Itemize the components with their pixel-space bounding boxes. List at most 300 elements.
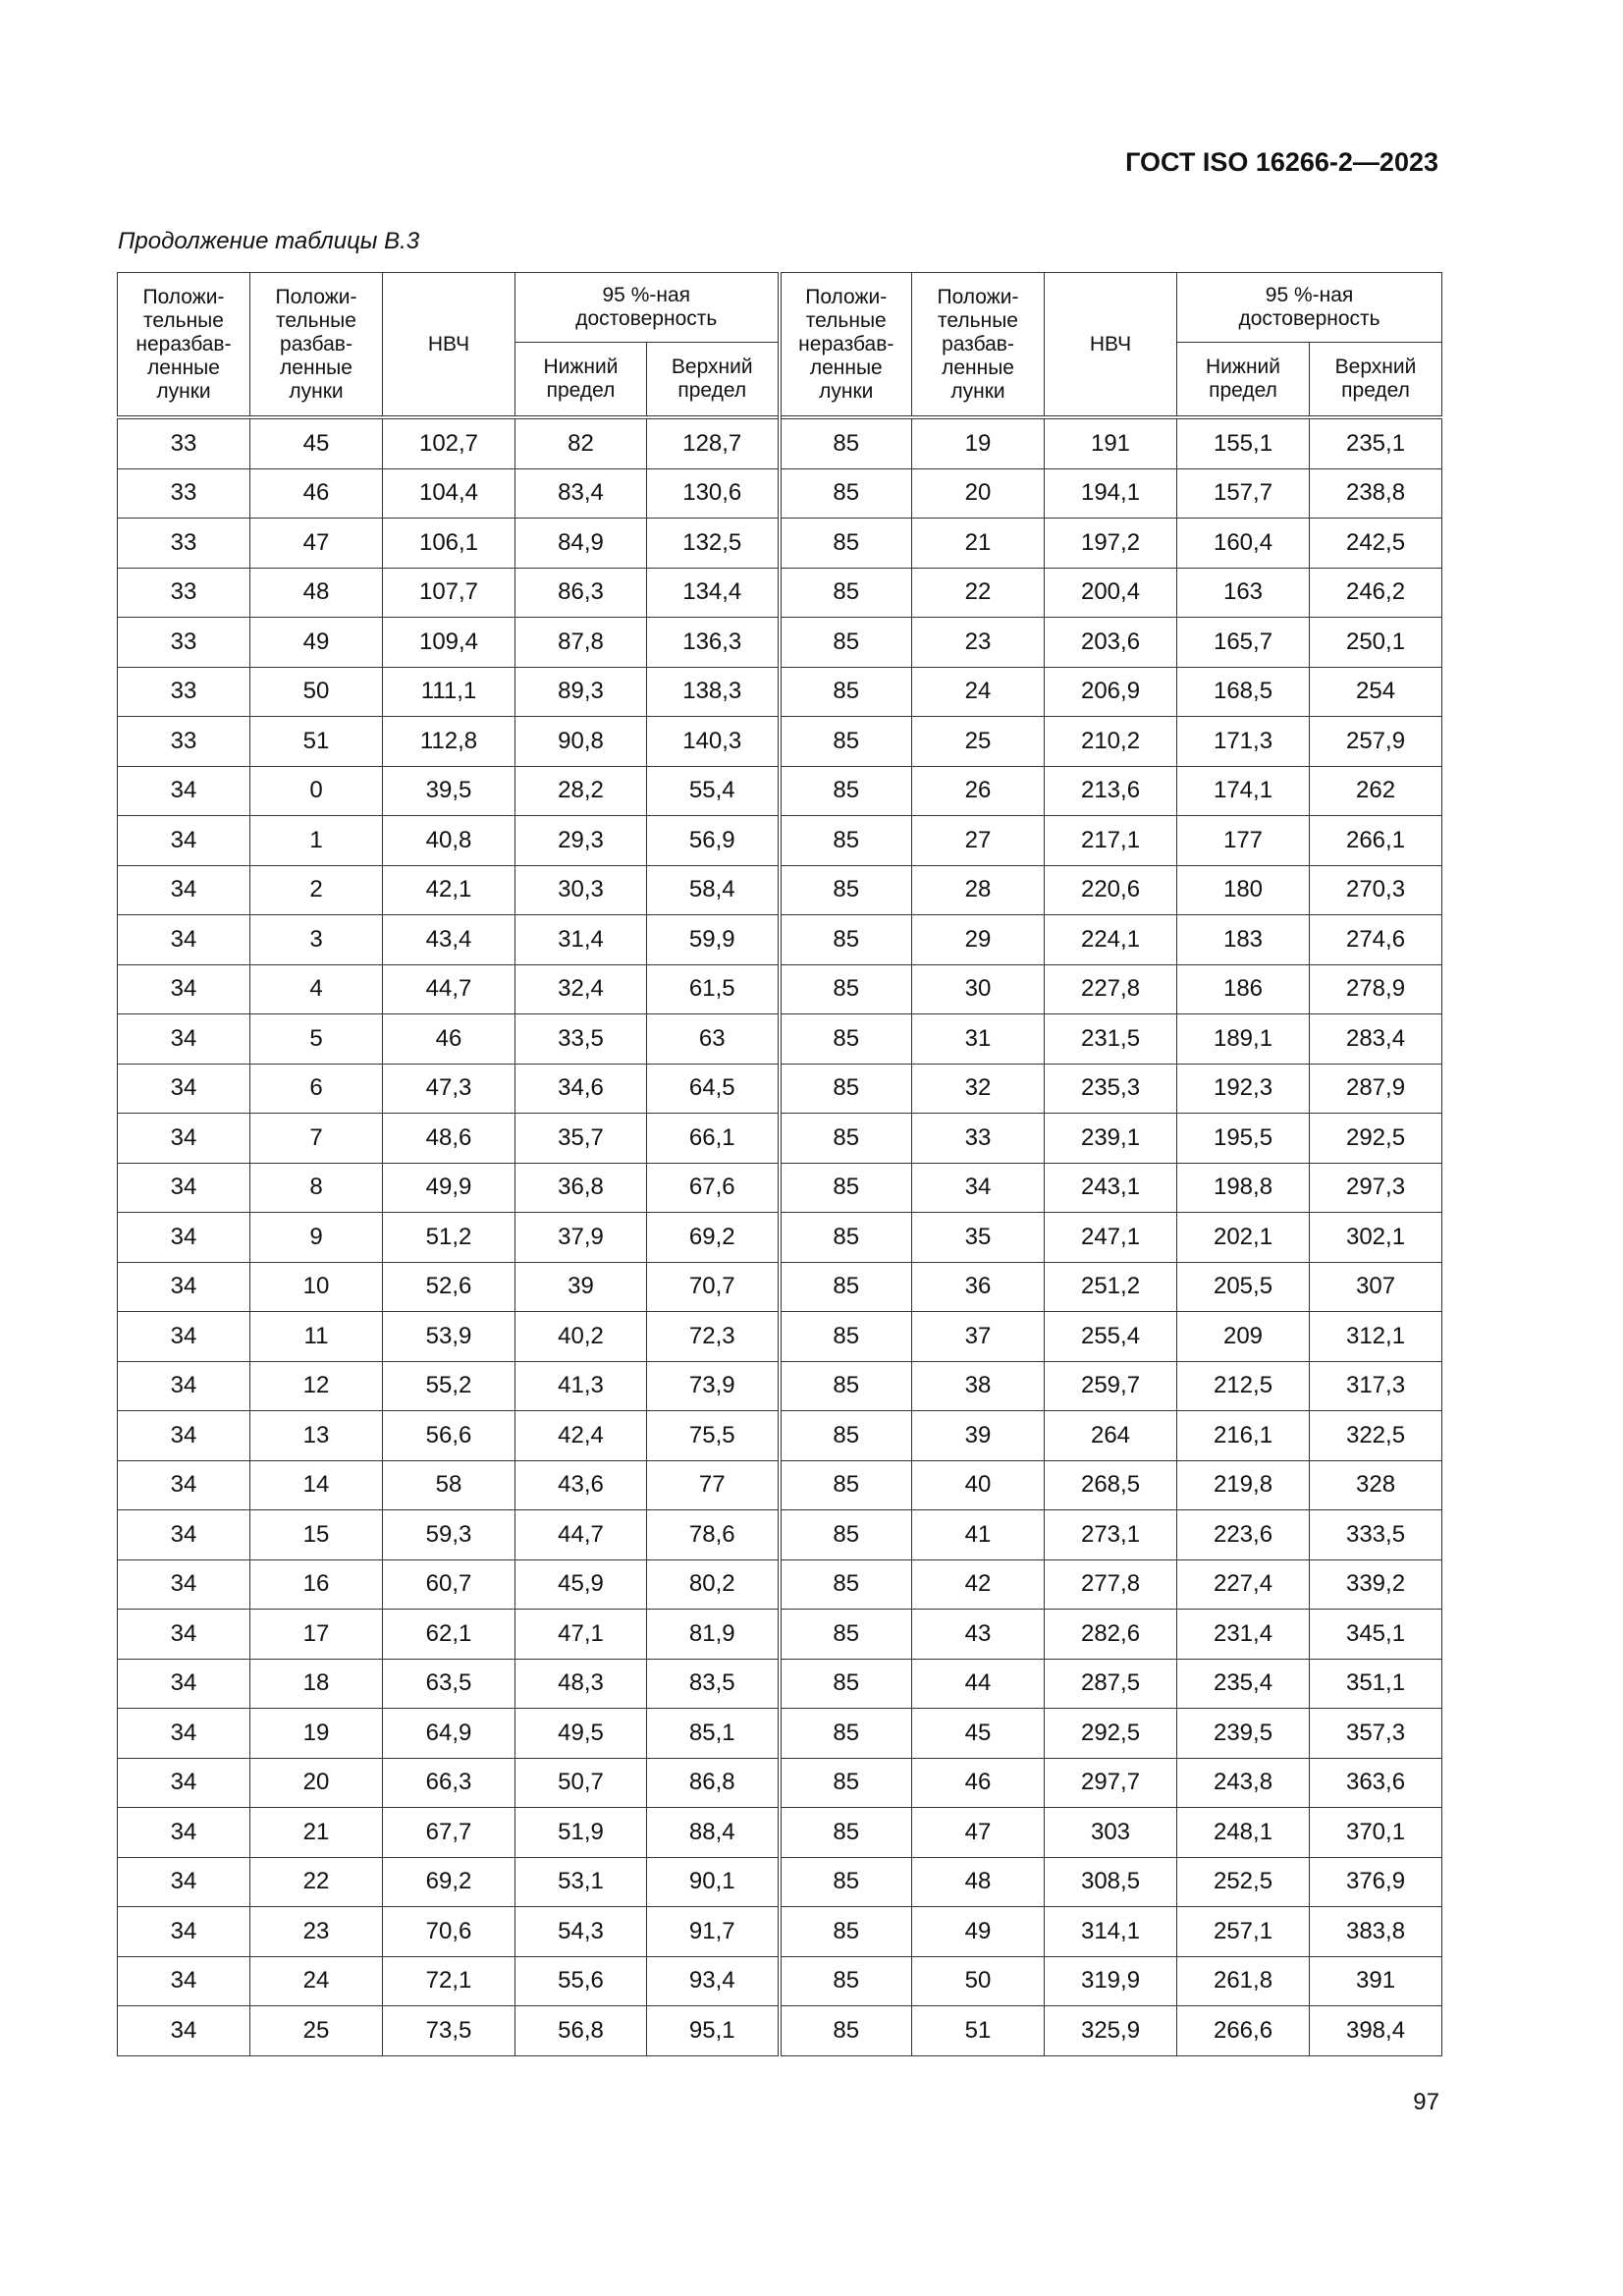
table-row xyxy=(118,1709,1442,1759)
table-cell: 112,8 xyxy=(383,717,515,767)
table-cell: 297,7 xyxy=(1045,1758,1177,1808)
table-cell: 85 xyxy=(780,1361,912,1411)
table-cell: 66,1 xyxy=(647,1114,780,1164)
table-cell: 93,4 xyxy=(647,1956,780,2006)
table-cell: 48 xyxy=(912,1857,1045,1907)
table-cell: 235,4 xyxy=(1177,1659,1310,1709)
table-cell: 34 xyxy=(118,1857,250,1907)
table-cell: 90,1 xyxy=(647,1857,780,1907)
table-cell: 82 xyxy=(515,417,647,468)
table-cell: 29 xyxy=(912,915,1045,965)
table-row xyxy=(118,1361,1442,1411)
table-cell: 398,4 xyxy=(1310,2006,1442,2056)
table-cell: 174,1 xyxy=(1177,766,1310,816)
table-cell: 34 xyxy=(118,865,250,915)
table-cell: 47 xyxy=(250,519,383,569)
table-cell: 34 xyxy=(118,1460,250,1510)
table-cell: 85 xyxy=(780,568,912,618)
table-cell: 308,5 xyxy=(1045,1857,1177,1907)
table-cell: 16 xyxy=(250,1559,383,1610)
table-cell: 24 xyxy=(250,1956,383,2006)
table-cell: 50 xyxy=(250,667,383,717)
table-row xyxy=(118,519,1442,569)
table-cell: 34 xyxy=(118,1956,250,2006)
table-cell: 303 xyxy=(1045,1808,1177,1858)
table-cell: 34 xyxy=(118,1361,250,1411)
table-cell: 36 xyxy=(912,1262,1045,1312)
table-row xyxy=(118,717,1442,767)
table-cell: 47 xyxy=(912,1808,1045,1858)
table-cell: 283,4 xyxy=(1310,1014,1442,1065)
table-cell: 34 xyxy=(118,964,250,1014)
table-cell: 216,1 xyxy=(1177,1411,1310,1461)
table-cell: 56,8 xyxy=(515,2006,647,2056)
table-cell: 202,1 xyxy=(1177,1213,1310,1263)
table-cell: 209 xyxy=(1177,1312,1310,1362)
table-cell: 333,5 xyxy=(1310,1510,1442,1560)
table-cell: 34 xyxy=(118,766,250,816)
header-upper-limit-2: Верхний предел xyxy=(1310,343,1442,418)
table-cell: 49,5 xyxy=(515,1709,647,1759)
table-cell: 43 xyxy=(912,1610,1045,1660)
table-cell: 51 xyxy=(250,717,383,767)
table-row xyxy=(118,1014,1442,1065)
table-cell: 46 xyxy=(383,1014,515,1065)
table-cell: 302,1 xyxy=(1310,1213,1442,1263)
table-cell: 20 xyxy=(912,468,1045,519)
table-cell: 165,7 xyxy=(1177,618,1310,668)
table-cell: 86,8 xyxy=(647,1758,780,1808)
table-cell: 85 xyxy=(780,1610,912,1660)
table-cell: 83,5 xyxy=(647,1659,780,1709)
table-cell: 357,3 xyxy=(1310,1709,1442,1759)
table-cell: 180 xyxy=(1177,865,1310,915)
table-cell: 42,1 xyxy=(383,865,515,915)
table-cell: 73,5 xyxy=(383,2006,515,2056)
table-cell: 23 xyxy=(250,1907,383,1957)
table-cell: 31 xyxy=(912,1014,1045,1065)
table-cell: 34 xyxy=(912,1163,1045,1213)
table-cell: 85 xyxy=(780,915,912,965)
table-cell: 248,1 xyxy=(1177,1808,1310,1858)
table-cell: 34 xyxy=(118,1014,250,1065)
table-cell: 85 xyxy=(780,667,912,717)
table-row xyxy=(118,618,1442,668)
table-cell: 13 xyxy=(250,1411,383,1461)
table-cell: 85 xyxy=(780,1460,912,1510)
table-cell: 60,7 xyxy=(383,1559,515,1610)
table-cell: 186 xyxy=(1177,964,1310,1014)
header-confidence: 95 %-ная достоверность xyxy=(515,273,780,343)
header-positive-undiluted-2: Положи- тельные неразбав- ленные лунки xyxy=(780,273,912,418)
table-cell: 40,2 xyxy=(515,1312,647,1362)
table-cell: 34 xyxy=(118,915,250,965)
table-cell: 80,2 xyxy=(647,1559,780,1610)
table-cell: 44,7 xyxy=(383,964,515,1014)
table-cell: 85 xyxy=(780,519,912,569)
table-cell: 268,5 xyxy=(1045,1460,1177,1510)
table-cell: 194,1 xyxy=(1045,468,1177,519)
table-cell: 45,9 xyxy=(515,1559,647,1610)
table-cell: 168,5 xyxy=(1177,667,1310,717)
table-cell: 246,2 xyxy=(1310,568,1442,618)
table-cell: 325,9 xyxy=(1045,2006,1177,2056)
header-upper-limit: Верхний предел xyxy=(647,343,780,418)
table-cell: 383,8 xyxy=(1310,1907,1442,1957)
table-cell: 85 xyxy=(780,1510,912,1560)
table-cell: 91,7 xyxy=(647,1907,780,1957)
table-cell: 4 xyxy=(250,964,383,1014)
table-cell: 183 xyxy=(1177,915,1310,965)
table-cell: 19 xyxy=(250,1709,383,1759)
table-cell: 34 xyxy=(118,1758,250,1808)
table-cell: 49 xyxy=(912,1907,1045,1957)
table-cell: 242,5 xyxy=(1310,519,1442,569)
table-cell: 34 xyxy=(118,1114,250,1164)
table-cell: 63 xyxy=(647,1014,780,1065)
table-cell: 85 xyxy=(780,1014,912,1065)
table-cell: 58 xyxy=(383,1460,515,1510)
table-cell: 85 xyxy=(780,1659,912,1709)
table-body xyxy=(118,417,1442,2055)
table-cell: 12 xyxy=(250,1361,383,1411)
table-cell: 51,2 xyxy=(383,1213,515,1263)
table-cell: 34 xyxy=(118,816,250,866)
table-cell: 45 xyxy=(250,417,383,468)
table-cell: 90,8 xyxy=(515,717,647,767)
table-cell: 239,1 xyxy=(1045,1114,1177,1164)
table-row xyxy=(118,865,1442,915)
table-cell: 277,8 xyxy=(1045,1559,1177,1610)
table-cell: 85 xyxy=(780,1163,912,1213)
table-cell: 264 xyxy=(1045,1411,1177,1461)
table-cell: 278,9 xyxy=(1310,964,1442,1014)
header-positive-diluted-2: Положи- тельные разбав- ленные лунки xyxy=(912,273,1045,418)
table-cell: 243,1 xyxy=(1045,1163,1177,1213)
table-cell: 51,9 xyxy=(515,1808,647,1858)
table-cell: 58,4 xyxy=(647,865,780,915)
table-cell: 37 xyxy=(912,1312,1045,1362)
table-cell: 177 xyxy=(1177,816,1310,866)
table-cell: 42 xyxy=(912,1559,1045,1610)
table-cell: 33 xyxy=(118,618,250,668)
table-cell: 132,5 xyxy=(647,519,780,569)
table-cell: 50,7 xyxy=(515,1758,647,1808)
table-row xyxy=(118,1163,1442,1213)
table-cell: 43,4 xyxy=(383,915,515,965)
table-cell: 257,9 xyxy=(1310,717,1442,767)
table-cell: 70,7 xyxy=(647,1262,780,1312)
table-cell: 34 xyxy=(118,1411,250,1461)
table-cell: 270,3 xyxy=(1310,865,1442,915)
table-cell: 38 xyxy=(912,1361,1045,1411)
table-cell: 41 xyxy=(912,1510,1045,1560)
table-cell: 39 xyxy=(515,1262,647,1312)
table-cell: 24 xyxy=(912,667,1045,717)
table-cell: 61,5 xyxy=(647,964,780,1014)
table-cell: 62,1 xyxy=(383,1610,515,1660)
table-cell: 33,5 xyxy=(515,1014,647,1065)
table-cell: 106,1 xyxy=(383,519,515,569)
table-cell: 391 xyxy=(1310,1956,1442,2006)
table-cell: 104,4 xyxy=(383,468,515,519)
table-cell: 44,7 xyxy=(515,1510,647,1560)
table-cell: 33 xyxy=(118,519,250,569)
table-cell: 111,1 xyxy=(383,667,515,717)
table-cell: 85 xyxy=(780,1262,912,1312)
table-cell: 17 xyxy=(250,1610,383,1660)
table-cell: 35,7 xyxy=(515,1114,647,1164)
table-cell: 39 xyxy=(912,1411,1045,1461)
table-cell: 69,2 xyxy=(647,1213,780,1263)
table-cell: 42,4 xyxy=(515,1411,647,1461)
table-cell: 34 xyxy=(118,1659,250,1709)
table-cell: 55,4 xyxy=(647,766,780,816)
table-cell: 66,3 xyxy=(383,1758,515,1808)
table-cell: 130,6 xyxy=(647,468,780,519)
table-cell: 345,1 xyxy=(1310,1610,1442,1660)
table-cell: 41,3 xyxy=(515,1361,647,1411)
table-cell: 85 xyxy=(780,1857,912,1907)
header-confidence-2: 95 %-ная достоверность xyxy=(1177,273,1442,343)
table-cell: 250,1 xyxy=(1310,618,1442,668)
table-cell: 297,3 xyxy=(1310,1163,1442,1213)
table-cell: 40 xyxy=(912,1460,1045,1510)
table-cell: 322,5 xyxy=(1310,1411,1442,1461)
table-row xyxy=(118,1213,1442,1263)
table-cell: 138,3 xyxy=(647,667,780,717)
table-cell: 319,9 xyxy=(1045,1956,1177,2006)
table-cell: 85 xyxy=(780,1411,912,1461)
table-row xyxy=(118,1758,1442,1808)
table-cell: 40,8 xyxy=(383,816,515,866)
table-cell: 33 xyxy=(118,468,250,519)
table-cell: 34 xyxy=(118,1262,250,1312)
table-cell: 205,5 xyxy=(1177,1262,1310,1312)
table-cell: 223,6 xyxy=(1177,1510,1310,1560)
table-cell: 171,3 xyxy=(1177,717,1310,767)
table-cell: 85 xyxy=(780,717,912,767)
table-cell: 45 xyxy=(912,1709,1045,1759)
table-cell: 46 xyxy=(250,468,383,519)
table-row xyxy=(118,1510,1442,1560)
table-cell: 70,6 xyxy=(383,1907,515,1957)
table-cell: 85 xyxy=(780,1907,912,1957)
table-cell: 49,9 xyxy=(383,1163,515,1213)
table-cell: 163 xyxy=(1177,568,1310,618)
table-cell: 136,3 xyxy=(647,618,780,668)
table-cell: 64,5 xyxy=(647,1064,780,1114)
table-row xyxy=(118,915,1442,965)
page-number: 97 xyxy=(1413,2089,1439,2115)
table-cell: 51 xyxy=(912,2006,1045,2056)
table-cell: 155,1 xyxy=(1177,417,1310,468)
table-cell: 88,4 xyxy=(647,1808,780,1858)
table-cell: 85 xyxy=(780,816,912,866)
table-cell: 50 xyxy=(912,1956,1045,2006)
table-cell: 224,1 xyxy=(1045,915,1177,965)
table-cell: 206,9 xyxy=(1045,667,1177,717)
table-cell: 33 xyxy=(912,1114,1045,1164)
table-cell: 314,1 xyxy=(1045,1907,1177,1957)
table-cell: 9 xyxy=(250,1213,383,1263)
table-cell: 83,4 xyxy=(515,468,647,519)
table-cell: 81,9 xyxy=(647,1610,780,1660)
table-cell: 26 xyxy=(912,766,1045,816)
table-cell: 7 xyxy=(250,1114,383,1164)
table-cell: 235,3 xyxy=(1045,1064,1177,1114)
table-cell: 257,1 xyxy=(1177,1907,1310,1957)
table-cell: 3 xyxy=(250,915,383,965)
table-cell: 85 xyxy=(780,766,912,816)
table-cell: 157,7 xyxy=(1177,468,1310,519)
table-cell: 243,8 xyxy=(1177,1758,1310,1808)
table-cell: 339,2 xyxy=(1310,1559,1442,1610)
table-cell: 85 xyxy=(780,417,912,468)
table-cell: 18 xyxy=(250,1659,383,1709)
table-row xyxy=(118,1460,1442,1510)
header-positive-diluted: Положи- тельные разбав- ленные лунки xyxy=(250,273,383,418)
table-cell: 34 xyxy=(118,1808,250,1858)
table-cell: 317,3 xyxy=(1310,1361,1442,1411)
table-cell: 87,8 xyxy=(515,618,647,668)
table-cell: 89,3 xyxy=(515,667,647,717)
table-cell: 376,9 xyxy=(1310,1857,1442,1907)
table-cell: 59,9 xyxy=(647,915,780,965)
table-cell: 72,1 xyxy=(383,1956,515,2006)
table-cell: 33 xyxy=(118,667,250,717)
table-row xyxy=(118,2006,1442,2056)
table-cell: 191 xyxy=(1045,417,1177,468)
table-cell: 85 xyxy=(780,964,912,1014)
header-lower-limit-2: Нижний предел xyxy=(1177,343,1310,418)
table-cell: 200,4 xyxy=(1045,568,1177,618)
table-cell: 33 xyxy=(118,717,250,767)
table-cell: 34 xyxy=(118,1559,250,1610)
table-cell: 102,7 xyxy=(383,417,515,468)
table-cell: 35 xyxy=(912,1213,1045,1263)
table-cell: 239,5 xyxy=(1177,1709,1310,1759)
table-row xyxy=(118,468,1442,519)
table-cell: 33 xyxy=(118,568,250,618)
table-cell: 235,1 xyxy=(1310,417,1442,468)
header-lower-limit: Нижний предел xyxy=(515,343,647,418)
table-cell: 34 xyxy=(118,1163,250,1213)
table-cell: 69,2 xyxy=(383,1857,515,1907)
table-cell: 34 xyxy=(118,1312,250,1362)
table-cell: 1 xyxy=(250,816,383,866)
table-cell: 32 xyxy=(912,1064,1045,1114)
table-cell: 25 xyxy=(912,717,1045,767)
table-cell: 195,5 xyxy=(1177,1114,1310,1164)
table-row xyxy=(118,1411,1442,1461)
table-cell: 85 xyxy=(780,865,912,915)
table-cell: 63,5 xyxy=(383,1659,515,1709)
table-cell: 53,9 xyxy=(383,1312,515,1362)
table-cell: 351,1 xyxy=(1310,1659,1442,1709)
table-row xyxy=(118,1808,1442,1858)
table-cell: 370,1 xyxy=(1310,1808,1442,1858)
table-cell: 22 xyxy=(250,1857,383,1907)
table-cell: 14 xyxy=(250,1460,383,1510)
table-cell: 37,9 xyxy=(515,1213,647,1263)
table-cell: 212,5 xyxy=(1177,1361,1310,1411)
table-cell: 282,6 xyxy=(1045,1610,1177,1660)
table-caption: Продолжение таблицы В.3 xyxy=(118,228,420,254)
table-cell: 39,5 xyxy=(383,766,515,816)
table-cell: 210,2 xyxy=(1045,717,1177,767)
table-cell: 2 xyxy=(250,865,383,915)
table-cell: 19 xyxy=(912,417,1045,468)
table-cell: 49 xyxy=(250,618,383,668)
document-code: ГОСТ ISO 16266-2—2023 xyxy=(1125,147,1438,177)
table-cell: 238,8 xyxy=(1310,468,1442,519)
table-row xyxy=(118,568,1442,618)
table-cell: 52,6 xyxy=(383,1262,515,1312)
table-cell: 85 xyxy=(780,1808,912,1858)
table-row xyxy=(118,766,1442,816)
table-cell: 95,1 xyxy=(647,2006,780,2056)
table-cell: 34 xyxy=(118,1510,250,1560)
table-cell: 25 xyxy=(250,2006,383,2056)
table-cell: 287,5 xyxy=(1045,1659,1177,1709)
table-cell: 72,3 xyxy=(647,1312,780,1362)
table-cell: 43,6 xyxy=(515,1460,647,1510)
table-cell: 219,8 xyxy=(1177,1460,1310,1510)
table-cell: 231,4 xyxy=(1177,1610,1310,1660)
table-cell: 227,8 xyxy=(1045,964,1177,1014)
table-cell: 30,3 xyxy=(515,865,647,915)
table-cell: 34 xyxy=(118,1907,250,1957)
table-cell: 34,6 xyxy=(515,1064,647,1114)
table-cell: 259,7 xyxy=(1045,1361,1177,1411)
table-cell: 107,7 xyxy=(383,568,515,618)
mpn-table xyxy=(117,272,1442,2056)
table-cell: 53,1 xyxy=(515,1857,647,1907)
table-cell: 189,1 xyxy=(1177,1014,1310,1065)
table-cell: 55,2 xyxy=(383,1361,515,1411)
table-cell: 213,6 xyxy=(1045,766,1177,816)
table-cell: 273,1 xyxy=(1045,1510,1177,1560)
table-cell: 73,9 xyxy=(647,1361,780,1411)
table-cell: 75,5 xyxy=(647,1411,780,1461)
table-cell: 48,6 xyxy=(383,1114,515,1164)
table-cell: 266,6 xyxy=(1177,2006,1310,2056)
table-cell: 363,6 xyxy=(1310,1758,1442,1808)
table-cell: 28 xyxy=(912,865,1045,915)
table-cell: 261,8 xyxy=(1177,1956,1310,2006)
table-cell: 85 xyxy=(780,1213,912,1263)
table-cell: 160,4 xyxy=(1177,519,1310,569)
table-cell: 78,6 xyxy=(647,1510,780,1560)
table-row xyxy=(118,1262,1442,1312)
table-cell: 85 xyxy=(780,1758,912,1808)
table-cell: 32,4 xyxy=(515,964,647,1014)
table-cell: 198,8 xyxy=(1177,1163,1310,1213)
table-cell: 21 xyxy=(250,1808,383,1858)
table-cell: 33 xyxy=(118,417,250,468)
table-cell: 6 xyxy=(250,1064,383,1114)
table-cell: 59,3 xyxy=(383,1510,515,1560)
table-cell: 31,4 xyxy=(515,915,647,965)
table-cell: 251,2 xyxy=(1045,1262,1177,1312)
table-cell: 46 xyxy=(912,1758,1045,1808)
table-cell: 220,6 xyxy=(1045,865,1177,915)
table-cell: 85 xyxy=(780,1559,912,1610)
table-row xyxy=(118,1907,1442,1957)
table-cell: 15 xyxy=(250,1510,383,1560)
table-cell: 10 xyxy=(250,1262,383,1312)
